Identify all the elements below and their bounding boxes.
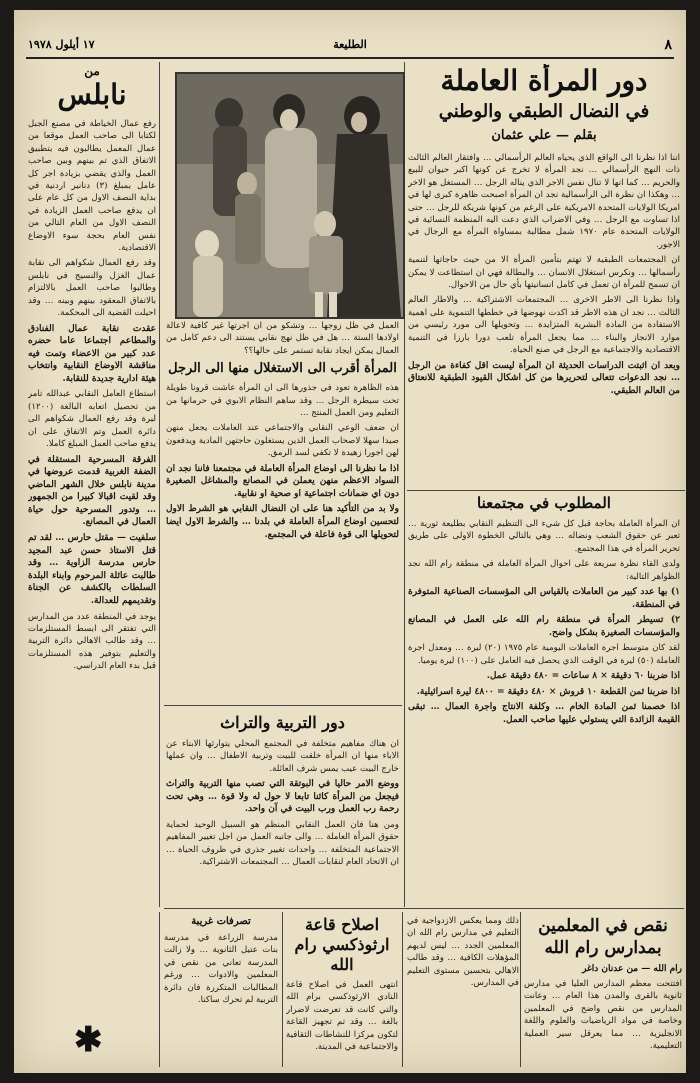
nablus-item: استطاع العامل النقابي عبدالله تامر من تحصيل اتعابه البالغة (١٢٠٠) ليرة وقد رفع العمال شكواهم الى دائرة العمل وتم الاتفاق على ان يدفع صاحب العمل المبلغ كاملا.	[28, 389, 156, 450]
main-article-subtitle: في النضال الطبقي والوطني	[438, 101, 650, 122]
page-number: ٨	[664, 37, 672, 53]
center-paragraph: هذه الظاهرة تعود في جذورها الى ان المرأة عاشت قرونا طويلة تحت سيطرة الرجل … وقد ساهم النظام الابوي في حرمانها من التعليم ومن العمل المنتج …	[166, 383, 399, 419]
main-article	[408, 64, 680, 906]
nablus-kicker: من	[84, 64, 100, 78]
nablus-title: نابلس	[57, 78, 127, 111]
teachers-shortage-byline: رام الله — من عدنان داغر	[582, 964, 682, 974]
teachers-continuation-text: ذلك ومما يعكس الازدواجية في التعليم في مدارس رام الله ان المعلمين الجدد … ليس لديهم المؤهلات الكافية … وقد طالب الاهالي بتحسين مستوى التعليم في المدارس.	[407, 916, 519, 989]
education-paragraph: ووضع الامر حاليا في البوتقة التي تصب منها التربية والتراث فيجعل من المرأة كائنا تابعا لا حول له ولا قوة … وهي تحت رحمة رب العمل ورب البيت في آن واحد.	[166, 779, 399, 815]
center-paragraph: ان ضعف الوعي النقابي والاجتماعي عند العاملات يجعل منهن صيدا سهلا لاصحاب العمل الذين يستغلون حاجتهن المادية ويدفعون لهن اجورا زهيدة لا تكفي لسد الرمق.	[166, 423, 399, 459]
nablus-item: سلفيت — مقتل حارس … لقد تم قتل الاستاذ حسن عبد المجيد حارس مدرسة الزاوية … وقد طالبت عائلة المرحوم وابناء البلدة السلطات بالكشف عن الجناة وتقديمهم للعدالة.	[28, 533, 156, 607]
photo-illustration	[177, 74, 403, 317]
hall-repair-title: اصلاح قاعة ارثوذكسي رام الله	[294, 915, 390, 974]
education-section-title: دور التربية والتراث	[220, 713, 345, 732]
hall-repair-item	[286, 915, 398, 1065]
education-paragraph: ومن هنا فان العمل النقابي المنظم هو السبيل الوحيد لحماية حقوق المرأة العاملة … والى جانبه العمل من اجل تغيير المفاهيم الاجتماعية المتخلفة … واحداث تغيير جذري في ظروف الحياة … ان الاتحاد العام لنقابات العمال … المجتمعات الاشتراكية.	[166, 820, 399, 868]
teachers-shortage-text: افتتحت معظم المدارس العليا في مدارس ثانوية بالقرى والمدن هذا العام … وعانت المدارس من نقص واضح في المعلمين وخاصة في مواد الرياضيات والعلوم واللغة الانجليزية … مما يعرقل سير العملية التعليمية.	[524, 979, 682, 1052]
required-section-title: المطلوب في مجتمعنا	[477, 494, 611, 512]
wage-paragraph: لقد كان متوسط اجرة العاملات اليومية عام ١٩٧٥ (٢٠) ليرة … ومعدل اجرة العاملة (٥٠) ليرة في الوقت الذي يحصل فيه العامل على (١٠٠) ليرة يوميا.	[408, 643, 680, 666]
strange-behaviour-item	[164, 915, 278, 1065]
required-paragraph: ولدى القاء نظرة سريعة على احوال المرأة العاملة في منطقة رام الله نجد الظواهر التالية:	[408, 559, 680, 582]
nablus-item: رفع عمال الخياطة في مصنع الجبل لكتابا الى صاحب العمل موقعا من عمال المعمل يطالبون فيه بتطبيق الاتفاق الذي تم بينهم وبين صاحب العمل والذي يقضي بزيادة اجر كل عامل بمبلغ (٣) دنانير اردنية في بداية النصف الاول من كل عام على ان يدفع صاحب العمل الزيادة في النصف الاول من العام التالي من نفس العام بحجة سوء الاوضاع الاقتصادية.	[28, 119, 156, 254]
women-workers-photo	[175, 72, 405, 319]
column-divider	[520, 912, 521, 1067]
required-paragraph: ١) بها عدد كبير من العاملات بالقياس الى المؤسسات الصناعية المتوفرة في المنطقة.	[408, 587, 680, 610]
wage-paragraph: اذا ضربنا ٦٠ دقيقة × ٨ ساعات = ٤٨٠ دقيقة عمل.	[486, 671, 680, 682]
column-divider	[159, 62, 160, 907]
nablus-item: الفرقة المسرحية المستقلة في الضفة الغربية قدمت عروضها في مدينة نابلس خلال الشهر الماضي وقد لقيت اقبالا كبيرا من الجمهور … وتدور المسرحية حول حياة العمال في المصانع.	[28, 454, 156, 528]
center-intro: العمل في ظل زوجها … وتشكو من ان اجرتها غير كافية لاعالة اولادها الستة … هل في ظل نهج نقابي يستند الى دعم كامل من العمال يمكن ايجاد نقابة تستمر على حالها؟؟	[166, 321, 399, 356]
center-paragraph: اذا ما نظرنا الى اوضاع المرأة العاملة في مجتمعنا فاننا نجد ان السواد الاعظم منهن يعملن في المصانع والمشاغل الصغيرة دون اي ضمانات اجتماعية او صحية او نقابية.	[166, 463, 399, 499]
main-article-title: دور المرأة العاملة	[440, 64, 648, 97]
center-paragraph: ولا بد من التأكيد هنا على ان النضال النقابي هو الشرط الاول لتحسين اوضاع المرأة العاملة في بلدنا … والشرط الاول ايضا لتحويلها الى قوة فاعلة في المجتمع.	[166, 504, 399, 540]
required-section	[408, 492, 680, 730]
main-article-byline: بقلم — علي عثمان	[491, 128, 597, 143]
main-article-paragraph: واذا نظرنا الى الاطر الاخرى … المجتمعات الاشتراكية … والاطار العالم الثالث … نجد ان هذه الاطر قد اكدت نهوضها في خططها التنموية على اهمية الاستفادة من المادة البشرية المتزايدة … وتحويلها الى مورد رئيسي من موارد الانجاز والبناء … مما يجعل المرأة تلعب دورا بارزا في التنمية الاقتصادية والاجتماعية مع الرجل في صنع الحياة.	[408, 295, 680, 356]
issue-date: ١٧ أيلول ١٩٧٨	[28, 38, 95, 51]
column-divider	[402, 912, 403, 1067]
required-paragraph: ٢) تسيطر المرأة في منطقة رام الله على العمل في المصانع والمؤسسات الصغيرة بشكل واضح.	[408, 615, 680, 638]
column-divider	[282, 912, 283, 1067]
education-paragraph: ان هناك مفاهيم متخلفة في المجتمع المحلي يتوارثها الابناء عن الاباء منها ان المرأة خلقت للبيت وتربية الاطفال … وان عملها خارج البيت عيب يمس شرف العائلة.	[166, 739, 399, 774]
newspaper-name: الطليعة	[333, 38, 367, 51]
newspaper-page	[14, 10, 686, 1073]
column-divider	[159, 912, 160, 1067]
nablus-item: يوجد في المنطقة عدد من المدارس التي تفتقر الى ابسط المستلزمات … وقد طالب الاهالي دائرة التربية والتعليم بتوفير هذه المستلزمات قبل بدء العام الدراسي.	[28, 611, 156, 672]
strange-behaviour-text: مدرسة الزراعة في مدرسة بنات عتيل الثانوية … ولا زالت المدرسة تعاني من نقص في المعلمين والادوات … ورغم المطالبات المتكررة فان دائرة التربية لم تحرك ساكنا.	[164, 933, 278, 1006]
main-article-paragraph: اننا اذا نظرنا الى الواقع الذي يحياه العالم الرأسمالي … وافتقار العالم الثالث ذات النهج الرأسمالي … نجد المرأة لا تخرج عن كونها اكبر حيوان للبيع والحريم … كما انها لا تنال نفس الاجر الذي يناله الرجل … المستغل هو الاخر … وهكذا ان نظرة الى الرأسمالية نجد ان المرأة اصبحت ظاهرة كبرى لها في امريكا الولايات المتحدة الامريكية على الرغم من كونها شريكة للرجل … حتى اذا تساوت مع الرجل … وفي الاضراب الذي دعت اليه المنظمة النسائية في الولايات المتحدة عام ١٩٧٠ شمل مطالبة بمساواة المرأة مع الرجال في الاجور.	[408, 153, 680, 250]
main-article-paragraph: ان المجتمعات الطبقية لا تهتم بتأمين المرأة الا من حيث حاجاتها لتنمية رأسمالها … ونكرس استغلال الانسان … والبطالة فهي ان استطاعت لا يمكن ان تسمح للمرأة ان تعمل في كامل انسانيتها بأي حال من الاحوال.	[408, 255, 680, 291]
required-paragraph: ان المرأة العاملة بحاجة قبل كل شيء الى التنظيم النقابي بطليعة ثورية … تعبر عن حقوق الشعب ونضاله … وهي بالتالي الخطوة الاولى على طريق تحرير المرأة في هذا المجتمع.	[408, 519, 680, 554]
teachers-shortage-item	[524, 915, 682, 1065]
wage-paragraph: اذا ضربنا ثمن القطعة ١٠ قروش × ٤٨٠ دقيقة = ٤٨٠٠ ليرة اسرائيلية.	[416, 686, 680, 697]
strange-behaviour-label: تصرفات غريبة	[191, 916, 251, 927]
asterisk-ornament: ✱	[74, 1020, 103, 1060]
hall-repair-text: انتهى العمل في اصلاح قاعة النادي الارثوذكسي برام الله والتي كانت قد تعرضت لاضرار بالغة … وقد تم تجهيز القاعة لتكون مركزا للنشاطات الثقافية والاجتماعية في المدينة.	[286, 980, 398, 1053]
teachers-shortage-title: نقص في المعلمين بمدارس رام الله	[538, 916, 668, 958]
section-divider	[164, 908, 684, 909]
center-article	[166, 320, 399, 905]
nablus-item: عقدت نقابة عمال الفنادق والمطاعم اجتماعا عاما حضره عدد كبير من الاعضاء وتمت فيه مناقشة الاوضاع النقابية وانتخاب هيئة ادارية جديدة للنقابة.	[28, 323, 156, 384]
teachers-continuation	[407, 915, 519, 1065]
nablus-column	[28, 64, 156, 906]
education-section	[166, 712, 399, 872]
nablus-item: وقد رفع العمال شكواهم الى نقابة عمال الغزل والنسيج في نابلس وطالبوا صاحب العمل بالالتزام بالاتفاق المعقود بينهم وبينه … وقد احيلت القضية الى المحكمة.	[28, 258, 156, 319]
center-article-title: المرأة أقرب الى الاستغلال منها الى الرجل	[168, 361, 397, 377]
wage-paragraph: اذا خصمنا ثمن المادة الخام … وكلفة الانتاج واجرة العمال … تبقى القيمة الزائدة التي يستولي عليها صاحب العمل.	[408, 702, 680, 725]
page-header	[26, 35, 674, 59]
main-article-paragraph: وبعد ان اثبتت الدراسات الحديثة ان المرأة ليست اقل كفاءة من الرجل … نجد الدعوات تتعالى لتحريرها من كل اشكال القيود الطبقية للانعتاق من العالم الطبقي.	[408, 360, 680, 396]
